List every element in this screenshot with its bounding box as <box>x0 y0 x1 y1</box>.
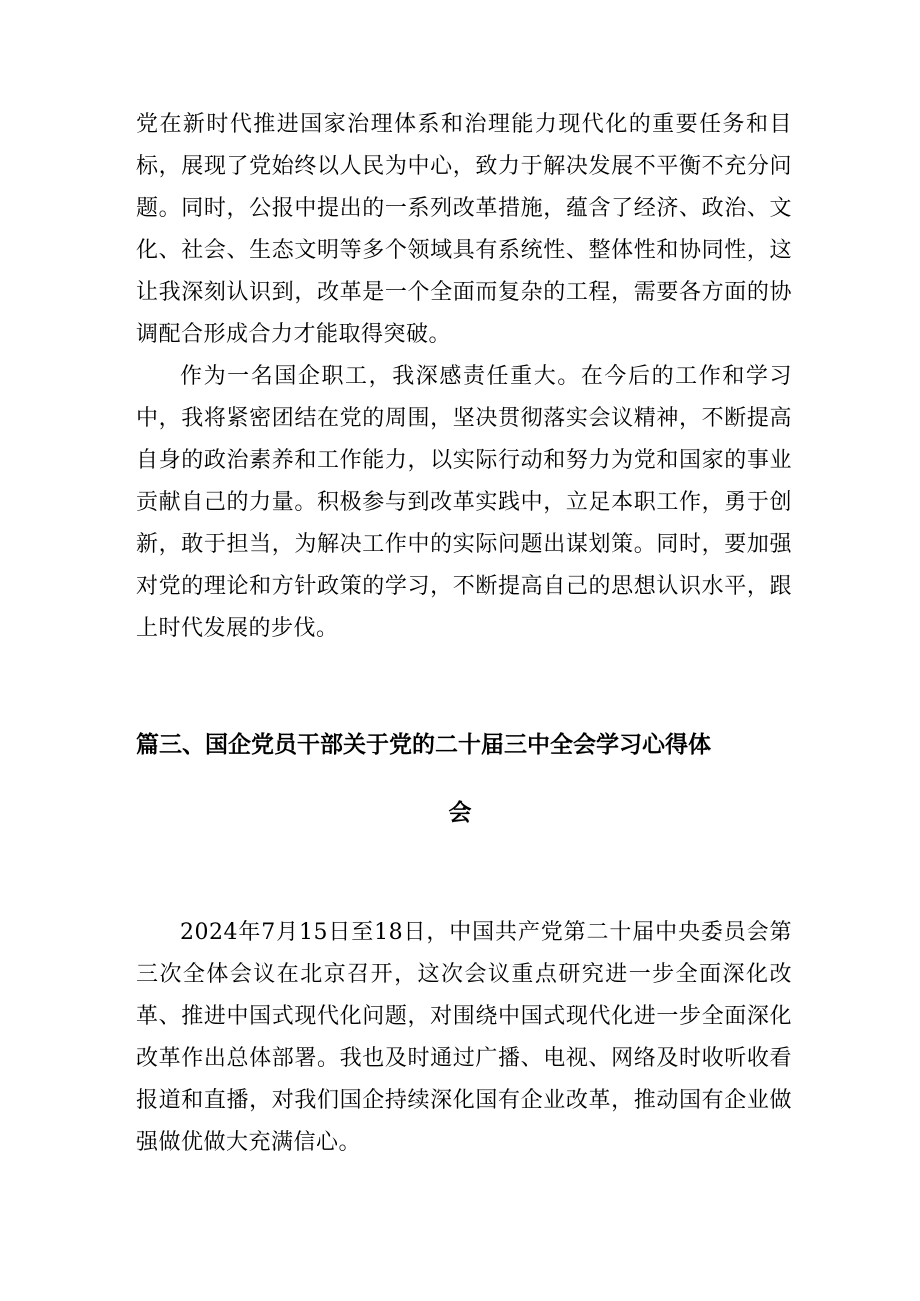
paragraph-continuation: 党在新时代推进国家治理体系和治理能力现代化的重要任务和目标，展现了党始终以人民为中心，致力于解决发展不平衡不充分问题。同时，公报中提出的一系列改革措施，蕴含了经济、政治、文化、社会、生态文明等多个领域具有系统性、整体性和协同性，这让我深刻认识到，改革是一个全面而复杂的工程，需要各方面的协调配合形成合力才能取得突破。 <box>136 112 792 347</box>
section-body <box>136 912 792 1164</box>
paragraph-meeting: 2024年7月15日至18日，中国共产党第二十届中央委员会第三次全体会议在北京召开，这次会议重点研究进一步全面深化改革、推进中国式现代化问题，对围绕中国式现代化进一步全面深化改革作出总体部署。我也及时通过广播、电视、网络及时收听收看报道和直播，对我们国企持续深化国有企业改革，推动国有企业做强做优做大充满信心。 <box>136 920 792 1155</box>
section-title-line2: 会 <box>448 800 472 826</box>
document-body <box>136 104 792 650</box>
section-title-line1: 篇三、国企党员干部关于党的二十届三中全会学习心得体 <box>136 732 711 758</box>
paragraph-responsibility: 作为一名国企职工，我深感责任重大。在今后的工作和学习中，我将紧密团结在党的周围，坚决贯彻落实会议精神，不断提高自身的政治素养和工作能力，以实际行动和努力为党和国家的事业贡献自己的力量。积极参与到改革实践中，立足本职工作，勇于创新，敢于担当，为解决工作中的实际问题出谋划策。同时，要加强对党的理论和方针政策的学习，不断提高自己的思想认识水平，跟上时代发展的步伐。 <box>136 364 792 641</box>
